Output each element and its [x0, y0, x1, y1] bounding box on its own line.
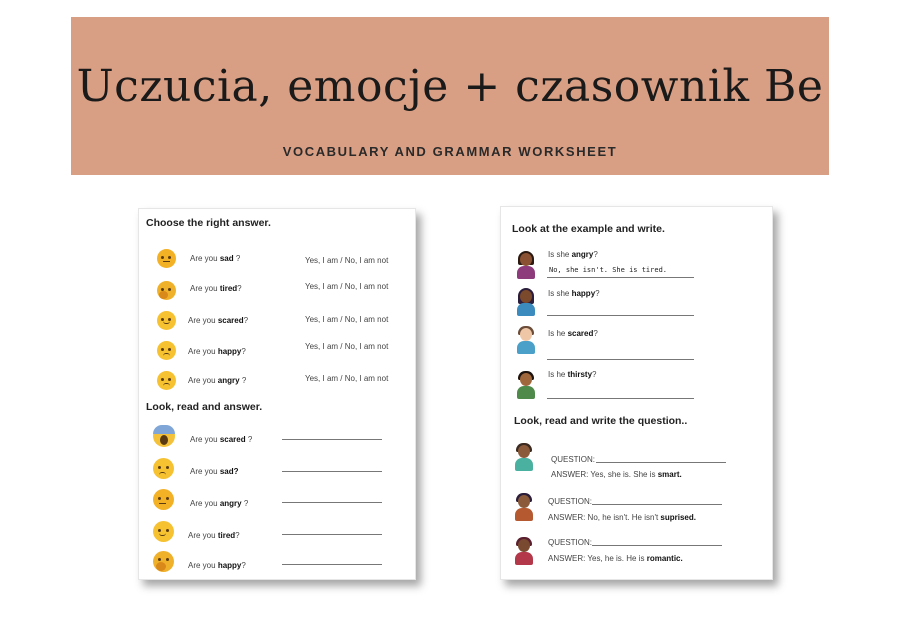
- sad-face-icon: [157, 371, 176, 390]
- question-text: Is she angry?: [548, 250, 598, 259]
- angry-girl-icon: [515, 251, 537, 279]
- answer-blank[interactable]: [547, 315, 694, 316]
- surprised-boy-icon: [513, 493, 537, 525]
- answer-text: ANSWER: Yes, she is. She is smart.: [551, 470, 682, 479]
- answer-blank[interactable]: [282, 471, 382, 472]
- section-title-example: Look at the example and write.: [512, 223, 665, 235]
- answer-blank[interactable]: [282, 564, 382, 565]
- answer-options[interactable]: Yes, I am / No, I am not: [305, 374, 389, 383]
- smiling-face-icon: [157, 311, 176, 330]
- section-title-choose: Choose the right answer.: [146, 217, 271, 229]
- answer-options[interactable]: Yes, I am / No, I am not: [305, 342, 389, 351]
- sad-face-icon: [153, 458, 174, 479]
- question-text: Are you happy?: [188, 347, 246, 356]
- answer-blank[interactable]: [547, 359, 694, 360]
- worksheet-title: Uczucia, emocje + czasownik Be: [76, 61, 824, 112]
- angry-face-icon: [153, 489, 174, 510]
- answer-blank[interactable]: [282, 534, 382, 535]
- choice-row: [139, 337, 415, 361]
- screaming-face-icon: [153, 425, 175, 447]
- answer-blank[interactable]: [547, 277, 694, 278]
- choice-row: [139, 369, 415, 393]
- yawning-face-icon: [157, 281, 176, 300]
- question-text: Are you tired?: [188, 531, 240, 540]
- answer-text: ANSWER: Yes, he is. He is romantic.: [548, 554, 683, 563]
- smiling-face-icon: [153, 521, 174, 542]
- answer-options[interactable]: Yes, I am / No, I am not: [305, 315, 389, 324]
- answer-blank[interactable]: [547, 398, 694, 399]
- question-text: Are you happy?: [188, 561, 246, 570]
- smart-girl-icon: [513, 443, 537, 475]
- answer-text: ANSWER: No, he isn't. He isn't suprised.: [548, 513, 696, 522]
- choice-row: [139, 247, 415, 271]
- romantic-girl-icon: [513, 537, 537, 569]
- thirsty-boy-icon: [515, 371, 537, 399]
- answer-row: [139, 521, 415, 545]
- question-label: QUESTION:: [551, 455, 596, 464]
- worksheet-subtitle: VOCABULARY AND GRAMMAR WORKSHEET: [282, 144, 618, 159]
- answer-row: [139, 458, 415, 482]
- answer-row: [139, 489, 415, 513]
- question-text: Are you angry ?: [188, 376, 247, 385]
- choice-row: [139, 307, 415, 331]
- answer-row: [139, 551, 415, 575]
- example-answer: No, she isn't. She is tired.: [549, 266, 668, 274]
- question-text: Are you tired?: [190, 284, 242, 293]
- worksheet-page-1: [138, 208, 416, 580]
- question-text: Are you sad ?: [190, 254, 241, 263]
- worksheet-page-2: [500, 206, 773, 580]
- question-text: Is he scared?: [548, 329, 598, 338]
- question-text: Is she happy?: [548, 289, 600, 298]
- scared-boy-icon: [515, 326, 537, 354]
- happy-girl-icon: [515, 288, 537, 316]
- answer-options[interactable]: Yes, I am / No, I am not: [305, 282, 389, 291]
- question-text: Are you scared?: [188, 316, 249, 325]
- answer-options[interactable]: Yes, I am / No, I am not: [305, 256, 389, 265]
- question-text: Are you scared ?: [190, 435, 253, 444]
- answer-blank[interactable]: [282, 439, 382, 440]
- question-text: Is he thirsty?: [548, 370, 597, 379]
- worried-face-icon: [157, 341, 176, 360]
- question-blank[interactable]: [592, 545, 722, 546]
- angry-face-icon: [157, 249, 176, 268]
- question-text: Are you sad?: [190, 467, 239, 476]
- answer-row: [139, 425, 415, 449]
- section-title-write-question: Look, read and write the question..: [514, 415, 688, 427]
- question-text: Are you angry ?: [190, 499, 249, 508]
- question-blank[interactable]: [596, 462, 726, 463]
- question-label: QUESTION:: [548, 538, 593, 547]
- answer-blank[interactable]: [282, 502, 382, 503]
- question-blank[interactable]: [592, 504, 722, 505]
- question-label: QUESTION:: [548, 497, 593, 506]
- header-banner: [71, 17, 829, 175]
- choice-row: [139, 277, 415, 301]
- section-title-look-read-answer: Look, read and answer.: [146, 401, 263, 413]
- yawning-face-icon: [153, 551, 174, 572]
